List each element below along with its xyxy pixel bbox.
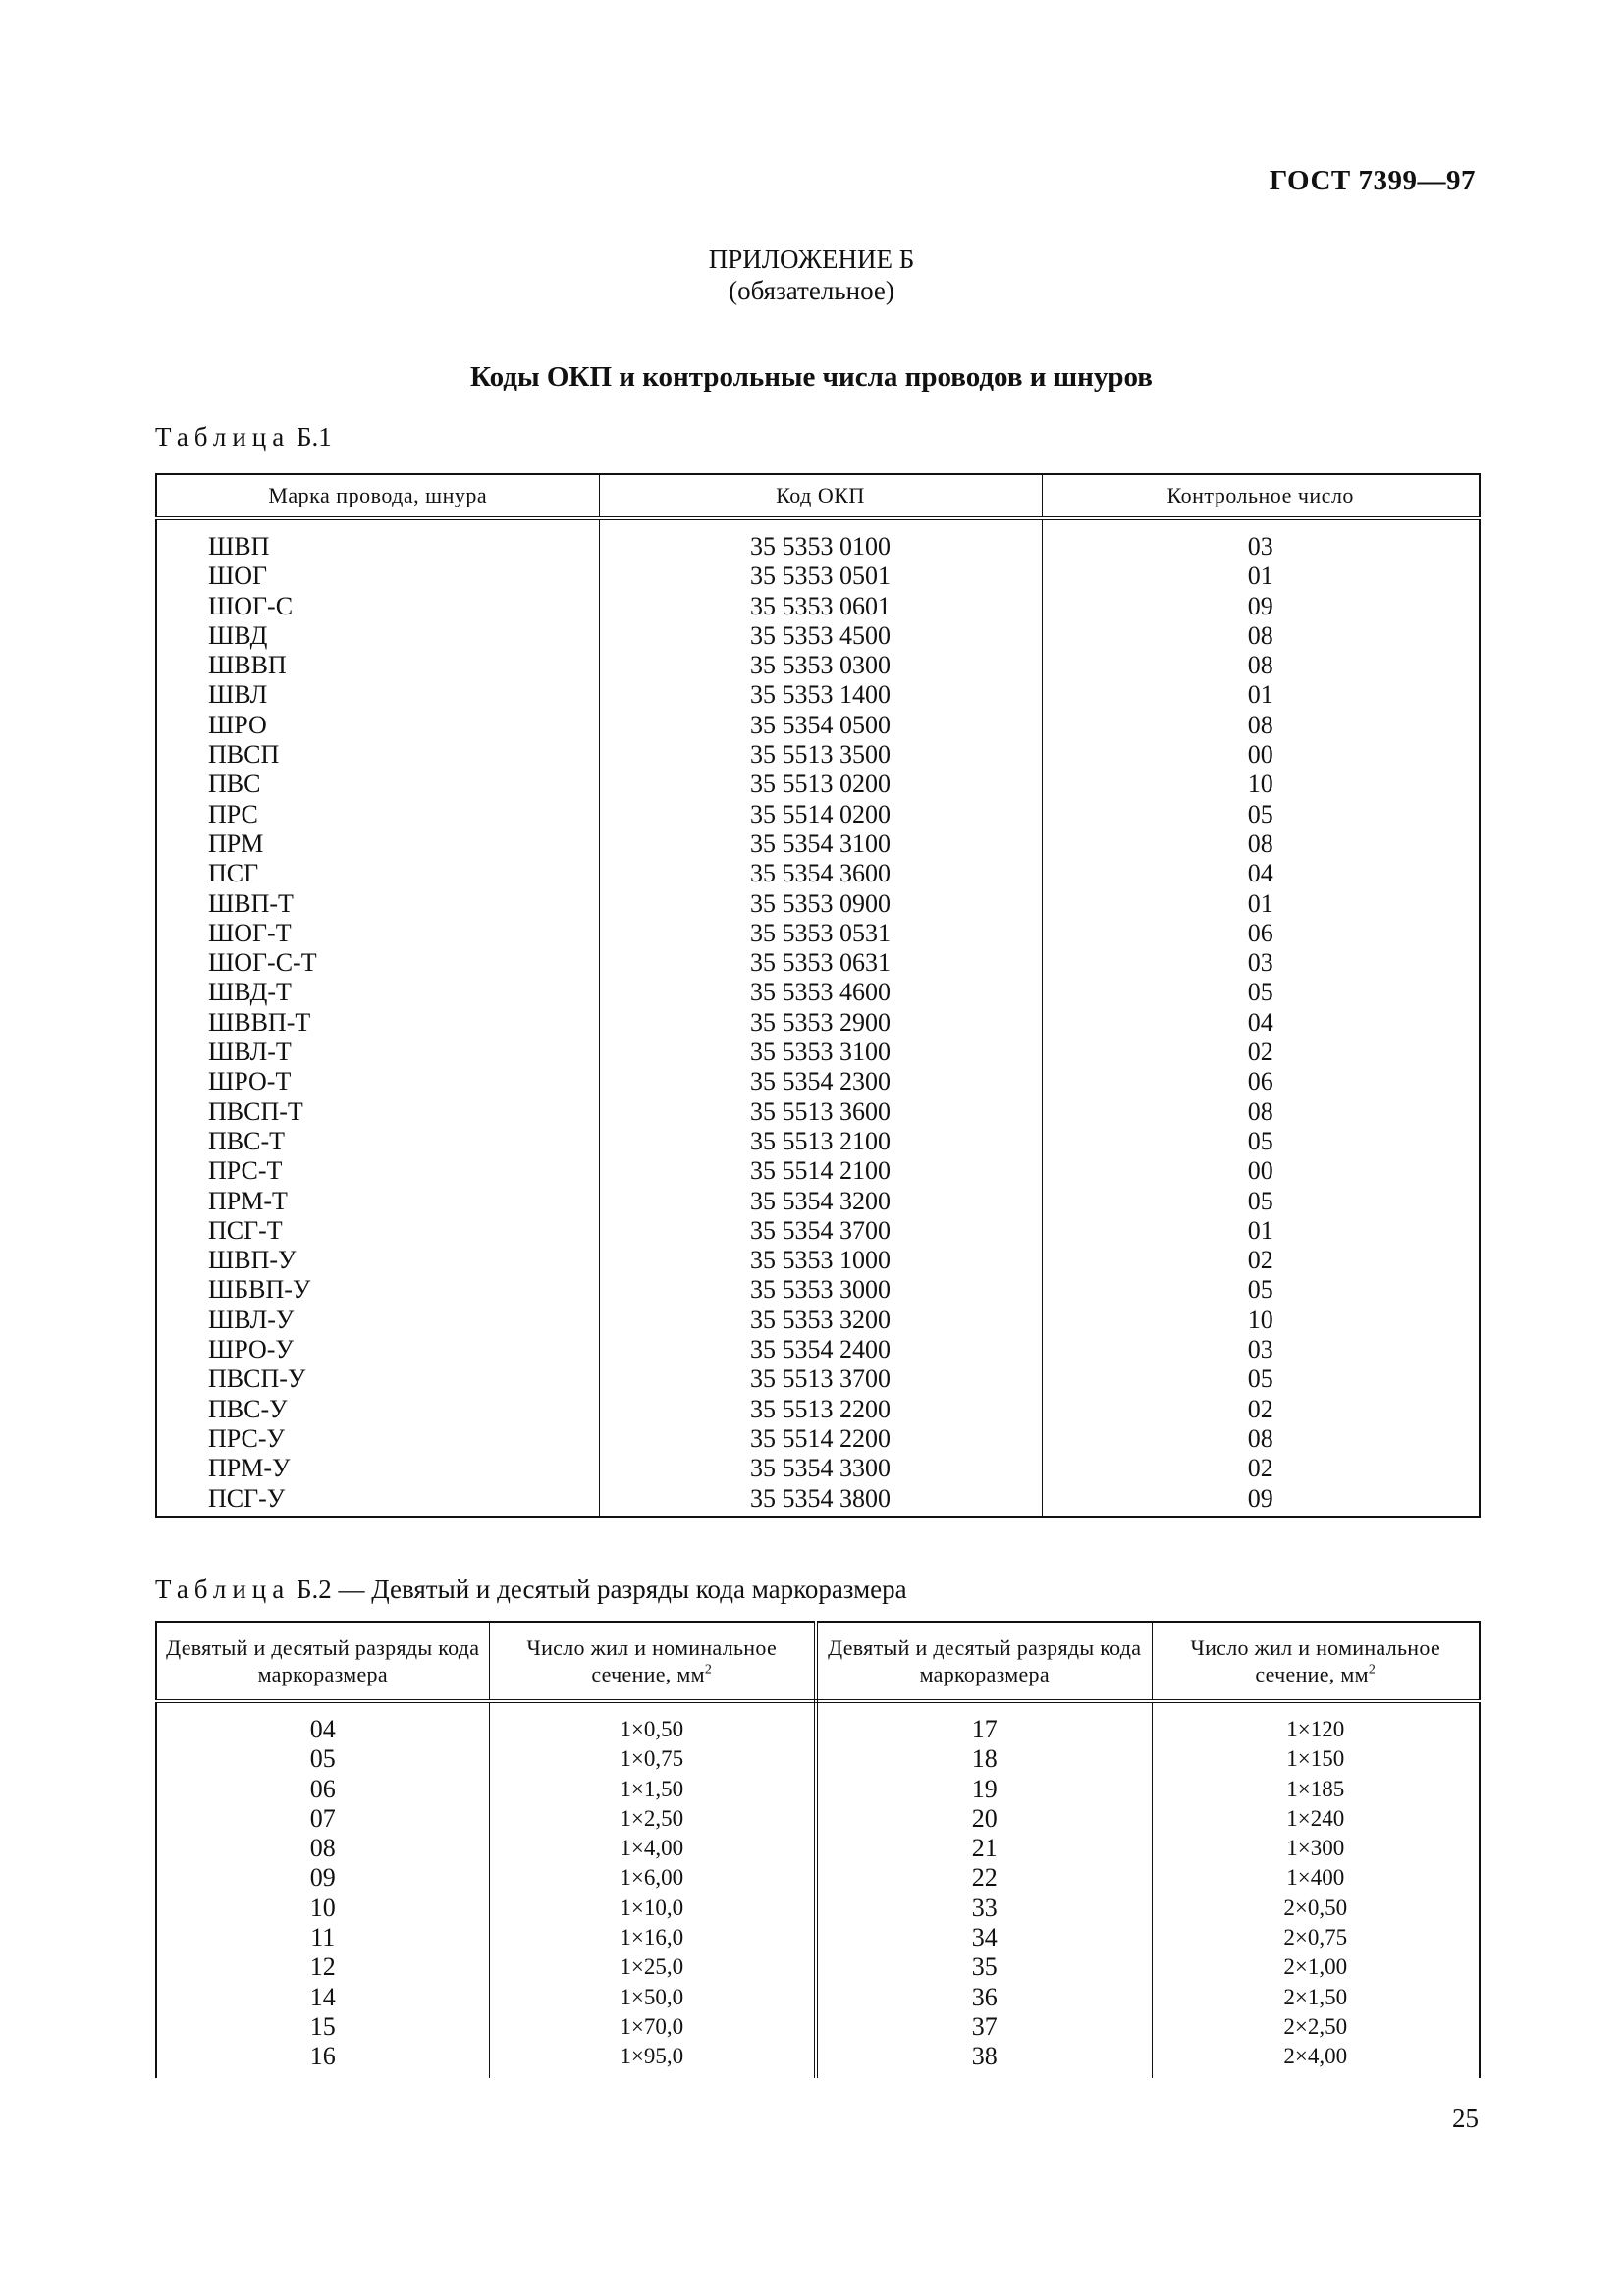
table-row xyxy=(156,561,1480,591)
cell-control-number: 08 xyxy=(1042,651,1480,680)
cell-digits-right: 35 xyxy=(816,1952,1152,1982)
cell-digits-left: 07 xyxy=(156,1804,489,1834)
cell-mark: ШОГ-С xyxy=(156,592,599,621)
cell-section-right: 1×300 xyxy=(1152,1834,1480,1863)
cell-control-number: 03 xyxy=(1042,948,1480,978)
cell-mark: ШВП-Т xyxy=(156,889,599,919)
table-row xyxy=(156,1038,1480,1067)
cell-mark: ШВД-Т xyxy=(156,978,599,1007)
table-row xyxy=(156,859,1480,888)
cell-mark: ПРС-У xyxy=(156,1424,599,1454)
cell-control-number: 10 xyxy=(1042,1306,1480,1335)
cell-section-left: 1×95,0 xyxy=(489,2042,816,2077)
table-row xyxy=(156,1275,1480,1305)
table1-caption-number: Б.1 xyxy=(296,422,332,452)
table-row xyxy=(156,1335,1480,1364)
cell-digits-left: 05 xyxy=(156,1744,489,1774)
table-row xyxy=(156,1701,1480,1744)
cell-okp-code: 35 5354 2400 xyxy=(599,1335,1042,1364)
table-row xyxy=(156,621,1480,651)
cell-okp-code: 35 5354 3200 xyxy=(599,1187,1042,1216)
cell-control-number: 01 xyxy=(1042,1216,1480,1246)
cell-control-number: 02 xyxy=(1042,1246,1480,1275)
cell-okp-code: 35 5353 3000 xyxy=(599,1275,1042,1305)
cell-okp-code: 35 5513 0200 xyxy=(599,770,1042,799)
table2-header-section-left-text: Число жил и номинальное сечение, мм xyxy=(526,1635,778,1686)
table1-caption xyxy=(155,422,332,453)
cell-mark: ПРМ-У xyxy=(156,1454,599,1483)
cell-digits-right: 34 xyxy=(816,1923,1152,1952)
cell-digits-left: 14 xyxy=(156,1983,489,2012)
cell-section-left: 1×25,0 xyxy=(489,1952,816,1982)
cell-control-number: 01 xyxy=(1042,680,1480,710)
cell-digits-right: 19 xyxy=(816,1775,1152,1804)
cell-okp-code: 35 5354 0500 xyxy=(599,711,1042,740)
cell-control-number: 08 xyxy=(1042,829,1480,859)
cell-section-left: 1×2,50 xyxy=(489,1804,816,1834)
cell-section-right: 2×1,00 xyxy=(1152,1952,1480,1982)
cell-mark: ШВД xyxy=(156,621,599,651)
table1-caption-word: Таблица xyxy=(155,422,291,452)
cell-control-number: 00 xyxy=(1042,740,1480,770)
cell-control-number: 08 xyxy=(1042,711,1480,740)
cell-mark: ПСГ-Т xyxy=(156,1216,599,1246)
table1-header-okp-code: Код ОКП xyxy=(599,474,1042,518)
cell-okp-code: 35 5513 2200 xyxy=(599,1395,1042,1424)
table-row xyxy=(156,651,1480,680)
cell-control-number: 01 xyxy=(1042,561,1480,591)
cell-mark: ПВСП-Т xyxy=(156,1097,599,1127)
table-row xyxy=(156,829,1480,859)
cell-mark: ШОГ-С-Т xyxy=(156,948,599,978)
cell-control-number: 02 xyxy=(1042,1038,1480,1067)
cell-section-right: 1×120 xyxy=(1152,1701,1480,1744)
table-row xyxy=(156,1364,1480,1394)
table-row xyxy=(156,518,1480,561)
appendix-status: (обязательное) xyxy=(729,276,894,305)
cell-digits-right: 37 xyxy=(816,2012,1152,2042)
cell-control-number: 09 xyxy=(1042,592,1480,621)
table-row xyxy=(156,1424,1480,1454)
cell-control-number: 03 xyxy=(1042,1335,1480,1364)
cell-mark: ПСГ xyxy=(156,859,599,888)
cell-control-number: 10 xyxy=(1042,770,1480,799)
cell-mark: ПВС-У xyxy=(156,1395,599,1424)
table-row xyxy=(156,1187,1480,1216)
cell-mark: ПРМ-Т xyxy=(156,1187,599,1216)
cell-okp-code: 35 5354 3300 xyxy=(599,1454,1042,1483)
cell-mark: ШВВП xyxy=(156,651,599,680)
cell-mark: ШОГ-Т xyxy=(156,919,599,948)
cell-section-left: 1×10,0 xyxy=(489,1894,816,1923)
cell-okp-code: 35 5353 3200 xyxy=(599,1306,1042,1335)
cell-mark: ПРС-Т xyxy=(156,1156,599,1186)
cell-digits-left: 16 xyxy=(156,2042,489,2077)
table-row xyxy=(156,889,1480,919)
table2-header-digits-right: Девятый и десятый разряды кода маркоразмера xyxy=(816,1622,1152,1701)
cell-okp-code: 35 5354 3700 xyxy=(599,1216,1042,1246)
table-row xyxy=(156,2042,1480,2077)
table2-header-section-right-text: Число жил и номинальное сечение, мм xyxy=(1190,1635,1441,1686)
okp-codes-table xyxy=(155,473,1481,1518)
cell-mark: ПРС xyxy=(156,800,599,829)
table2-caption-word: Таблица xyxy=(155,1575,291,1604)
cell-control-number: 05 xyxy=(1042,1187,1480,1216)
cell-mark: ПВС-Т xyxy=(156,1127,599,1156)
cell-mark: ПВСП xyxy=(156,740,599,770)
table-row xyxy=(156,1775,1480,1804)
table-row xyxy=(156,2012,1480,2042)
cell-okp-code: 35 5353 0300 xyxy=(599,651,1042,680)
table-row xyxy=(156,1097,1480,1127)
cell-section-left: 1×0,75 xyxy=(489,1744,816,1774)
table-row xyxy=(156,1834,1480,1863)
cell-mark: ШРО-Т xyxy=(156,1067,599,1096)
cell-okp-code: 35 5354 3800 xyxy=(599,1484,1042,1517)
table-row xyxy=(156,1395,1480,1424)
cell-section-right: 1×240 xyxy=(1152,1804,1480,1834)
cell-okp-code: 35 5513 3500 xyxy=(599,740,1042,770)
cell-mark: ПРМ xyxy=(156,829,599,859)
table-row xyxy=(156,1923,1480,1952)
cell-digits-right: 38 xyxy=(816,2042,1152,2077)
table-row xyxy=(156,1804,1480,1834)
cell-control-number: 00 xyxy=(1042,1156,1480,1186)
cell-mark: ПВС xyxy=(156,770,599,799)
cell-digits-left: 09 xyxy=(156,1863,489,1893)
table2-header-digits-left: Девятый и десятый разряды кода маркоразмера xyxy=(156,1622,489,1701)
table-row xyxy=(156,1454,1480,1483)
table2-header-row xyxy=(156,1622,1480,1701)
cell-section-right: 2×4,00 xyxy=(1152,2042,1480,2077)
table2-caption-text: Б.2 — Девятый и десятый разряды кода маркоразмера xyxy=(296,1575,907,1604)
section-title: Коды ОКП и контрольные числа проводов и шнуров xyxy=(470,361,1153,393)
cell-okp-code: 35 5514 2200 xyxy=(599,1424,1042,1454)
cell-control-number: 09 xyxy=(1042,1484,1480,1517)
cell-mark: ШБВП-У xyxy=(156,1275,599,1305)
cell-control-number: 08 xyxy=(1042,1097,1480,1127)
table-row xyxy=(156,1484,1480,1517)
cell-section-left: 1×50,0 xyxy=(489,1983,816,2012)
cell-digits-left: 04 xyxy=(156,1701,489,1744)
table-row xyxy=(156,711,1480,740)
cell-mark: ПВСП-У xyxy=(156,1364,599,1394)
table1-header-row xyxy=(156,474,1480,518)
cell-okp-code: 35 5353 1400 xyxy=(599,680,1042,710)
table-row xyxy=(156,680,1480,710)
cell-mark: ШВЛ-Т xyxy=(156,1038,599,1067)
table-row xyxy=(156,740,1480,770)
cell-mark: ШВП xyxy=(156,518,599,561)
cell-mark: ШРО-У xyxy=(156,1335,599,1364)
cell-okp-code: 35 5513 2100 xyxy=(599,1127,1042,1156)
cell-mark: ПСГ-У xyxy=(156,1484,599,1517)
cell-section-left: 1×16,0 xyxy=(489,1923,816,1952)
cell-mark: ШВЛ xyxy=(156,680,599,710)
cell-digits-right: 33 xyxy=(816,1894,1152,1923)
cell-mark: ШОГ xyxy=(156,561,599,591)
table-row xyxy=(156,1156,1480,1186)
cell-okp-code: 35 5354 3600 xyxy=(599,859,1042,888)
table-row xyxy=(156,919,1480,948)
cell-digits-right: 36 xyxy=(816,1983,1152,2012)
cell-section-left: 1×0,50 xyxy=(489,1701,816,1744)
cell-mark: ШРО xyxy=(156,711,599,740)
table2-caption xyxy=(155,1575,907,1605)
cell-okp-code: 35 5353 3100 xyxy=(599,1038,1042,1067)
table-row xyxy=(156,592,1480,621)
cell-okp-code: 35 5353 0631 xyxy=(599,948,1042,978)
table1-body xyxy=(156,518,1480,1517)
cell-digits-right: 17 xyxy=(816,1701,1152,1744)
size-code-table xyxy=(155,1621,1481,2078)
cell-section-right: 1×150 xyxy=(1152,1744,1480,1774)
cell-control-number: 03 xyxy=(1042,518,1480,561)
table-row xyxy=(156,1067,1480,1096)
cell-okp-code: 35 5353 4600 xyxy=(599,978,1042,1007)
cell-control-number: 06 xyxy=(1042,1067,1480,1096)
cell-okp-code: 35 5514 0200 xyxy=(599,800,1042,829)
cell-control-number: 05 xyxy=(1042,1127,1480,1156)
cell-section-left: 1×6,00 xyxy=(489,1863,816,1893)
cell-control-number: 02 xyxy=(1042,1395,1480,1424)
cell-section-right: 2×0,75 xyxy=(1152,1923,1480,1952)
appendix-title: ПРИЛОЖЕНИЕ Б xyxy=(708,244,915,274)
cell-digits-left: 10 xyxy=(156,1894,489,1923)
squared-exponent: 2 xyxy=(704,1662,713,1678)
table-row xyxy=(156,1983,1480,2012)
table2-body xyxy=(156,1701,1480,2078)
cell-section-right: 2×1,50 xyxy=(1152,1983,1480,2012)
cell-digits-left: 11 xyxy=(156,1923,489,1952)
cell-digits-right: 21 xyxy=(816,1834,1152,1863)
squared-exponent: 2 xyxy=(1368,1662,1377,1678)
cell-digits-left: 12 xyxy=(156,1952,489,1982)
cell-control-number: 01 xyxy=(1042,889,1480,919)
table-row xyxy=(156,800,1480,829)
cell-okp-code: 35 5353 0100 xyxy=(599,518,1042,561)
cell-section-left: 1×1,50 xyxy=(489,1775,816,1804)
table-row xyxy=(156,1008,1480,1038)
cell-okp-code: 35 5353 0501 xyxy=(599,561,1042,591)
table-row xyxy=(156,1894,1480,1923)
table-row xyxy=(156,1863,1480,1893)
table1-header-control-number: Контрольное число xyxy=(1042,474,1480,518)
cell-digits-left: 06 xyxy=(156,1775,489,1804)
table-row xyxy=(156,1952,1480,1982)
cell-okp-code: 35 5354 3100 xyxy=(599,829,1042,859)
cell-okp-code: 35 5353 4500 xyxy=(599,621,1042,651)
cell-control-number: 08 xyxy=(1042,621,1480,651)
cell-section-left: 1×70,0 xyxy=(489,2012,816,2042)
cell-digits-left: 08 xyxy=(156,1834,489,1863)
cell-control-number: 05 xyxy=(1042,1364,1480,1394)
cell-okp-code: 35 5353 0601 xyxy=(599,592,1042,621)
cell-control-number: 05 xyxy=(1042,800,1480,829)
cell-control-number: 04 xyxy=(1042,1008,1480,1038)
cell-okp-code: 35 5353 0531 xyxy=(599,919,1042,948)
cell-section-right: 2×0,50 xyxy=(1152,1894,1480,1923)
cell-control-number: 06 xyxy=(1042,919,1480,948)
cell-section-right: 2×2,50 xyxy=(1152,2012,1480,2042)
table-row xyxy=(156,1127,1480,1156)
table-row xyxy=(156,1246,1480,1275)
cell-control-number: 08 xyxy=(1042,1424,1480,1454)
cell-section-left: 1×4,00 xyxy=(489,1834,816,1863)
table2-header-section-left xyxy=(489,1622,816,1701)
cell-digits-right: 18 xyxy=(816,1744,1152,1774)
cell-control-number: 04 xyxy=(1042,859,1480,888)
page-number: 25 xyxy=(1452,2104,1479,2133)
cell-okp-code: 35 5353 2900 xyxy=(599,1008,1042,1038)
table2-header-section-right xyxy=(1152,1622,1480,1701)
cell-okp-code: 35 5514 2100 xyxy=(599,1156,1042,1186)
table-row xyxy=(156,770,1480,799)
cell-mark: ШВЛ-У xyxy=(156,1306,599,1335)
cell-control-number: 02 xyxy=(1042,1454,1480,1483)
cell-control-number: 05 xyxy=(1042,1275,1480,1305)
cell-digits-right: 20 xyxy=(816,1804,1152,1834)
cell-control-number: 05 xyxy=(1042,978,1480,1007)
table-row xyxy=(156,948,1480,978)
cell-digits-left: 15 xyxy=(156,2012,489,2042)
table1-header-mark: Марка провода, шнура xyxy=(156,474,599,518)
standard-code-header: ГОСТ 7399—97 xyxy=(1269,165,1476,196)
cell-okp-code: 35 5354 2300 xyxy=(599,1067,1042,1096)
cell-okp-code: 35 5513 3600 xyxy=(599,1097,1042,1127)
table-row xyxy=(156,1744,1480,1774)
cell-section-right: 1×400 xyxy=(1152,1863,1480,1893)
table-row xyxy=(156,1306,1480,1335)
table-row xyxy=(156,978,1480,1007)
cell-digits-right: 22 xyxy=(816,1863,1152,1893)
table-row xyxy=(156,1216,1480,1246)
cell-section-right: 1×185 xyxy=(1152,1775,1480,1804)
cell-okp-code: 35 5513 3700 xyxy=(599,1364,1042,1394)
cell-mark: ШВП-У xyxy=(156,1246,599,1275)
appendix-heading xyxy=(0,243,1623,306)
cell-okp-code: 35 5353 0900 xyxy=(599,889,1042,919)
cell-okp-code: 35 5353 1000 xyxy=(599,1246,1042,1275)
cell-mark: ШВВП-Т xyxy=(156,1008,599,1038)
